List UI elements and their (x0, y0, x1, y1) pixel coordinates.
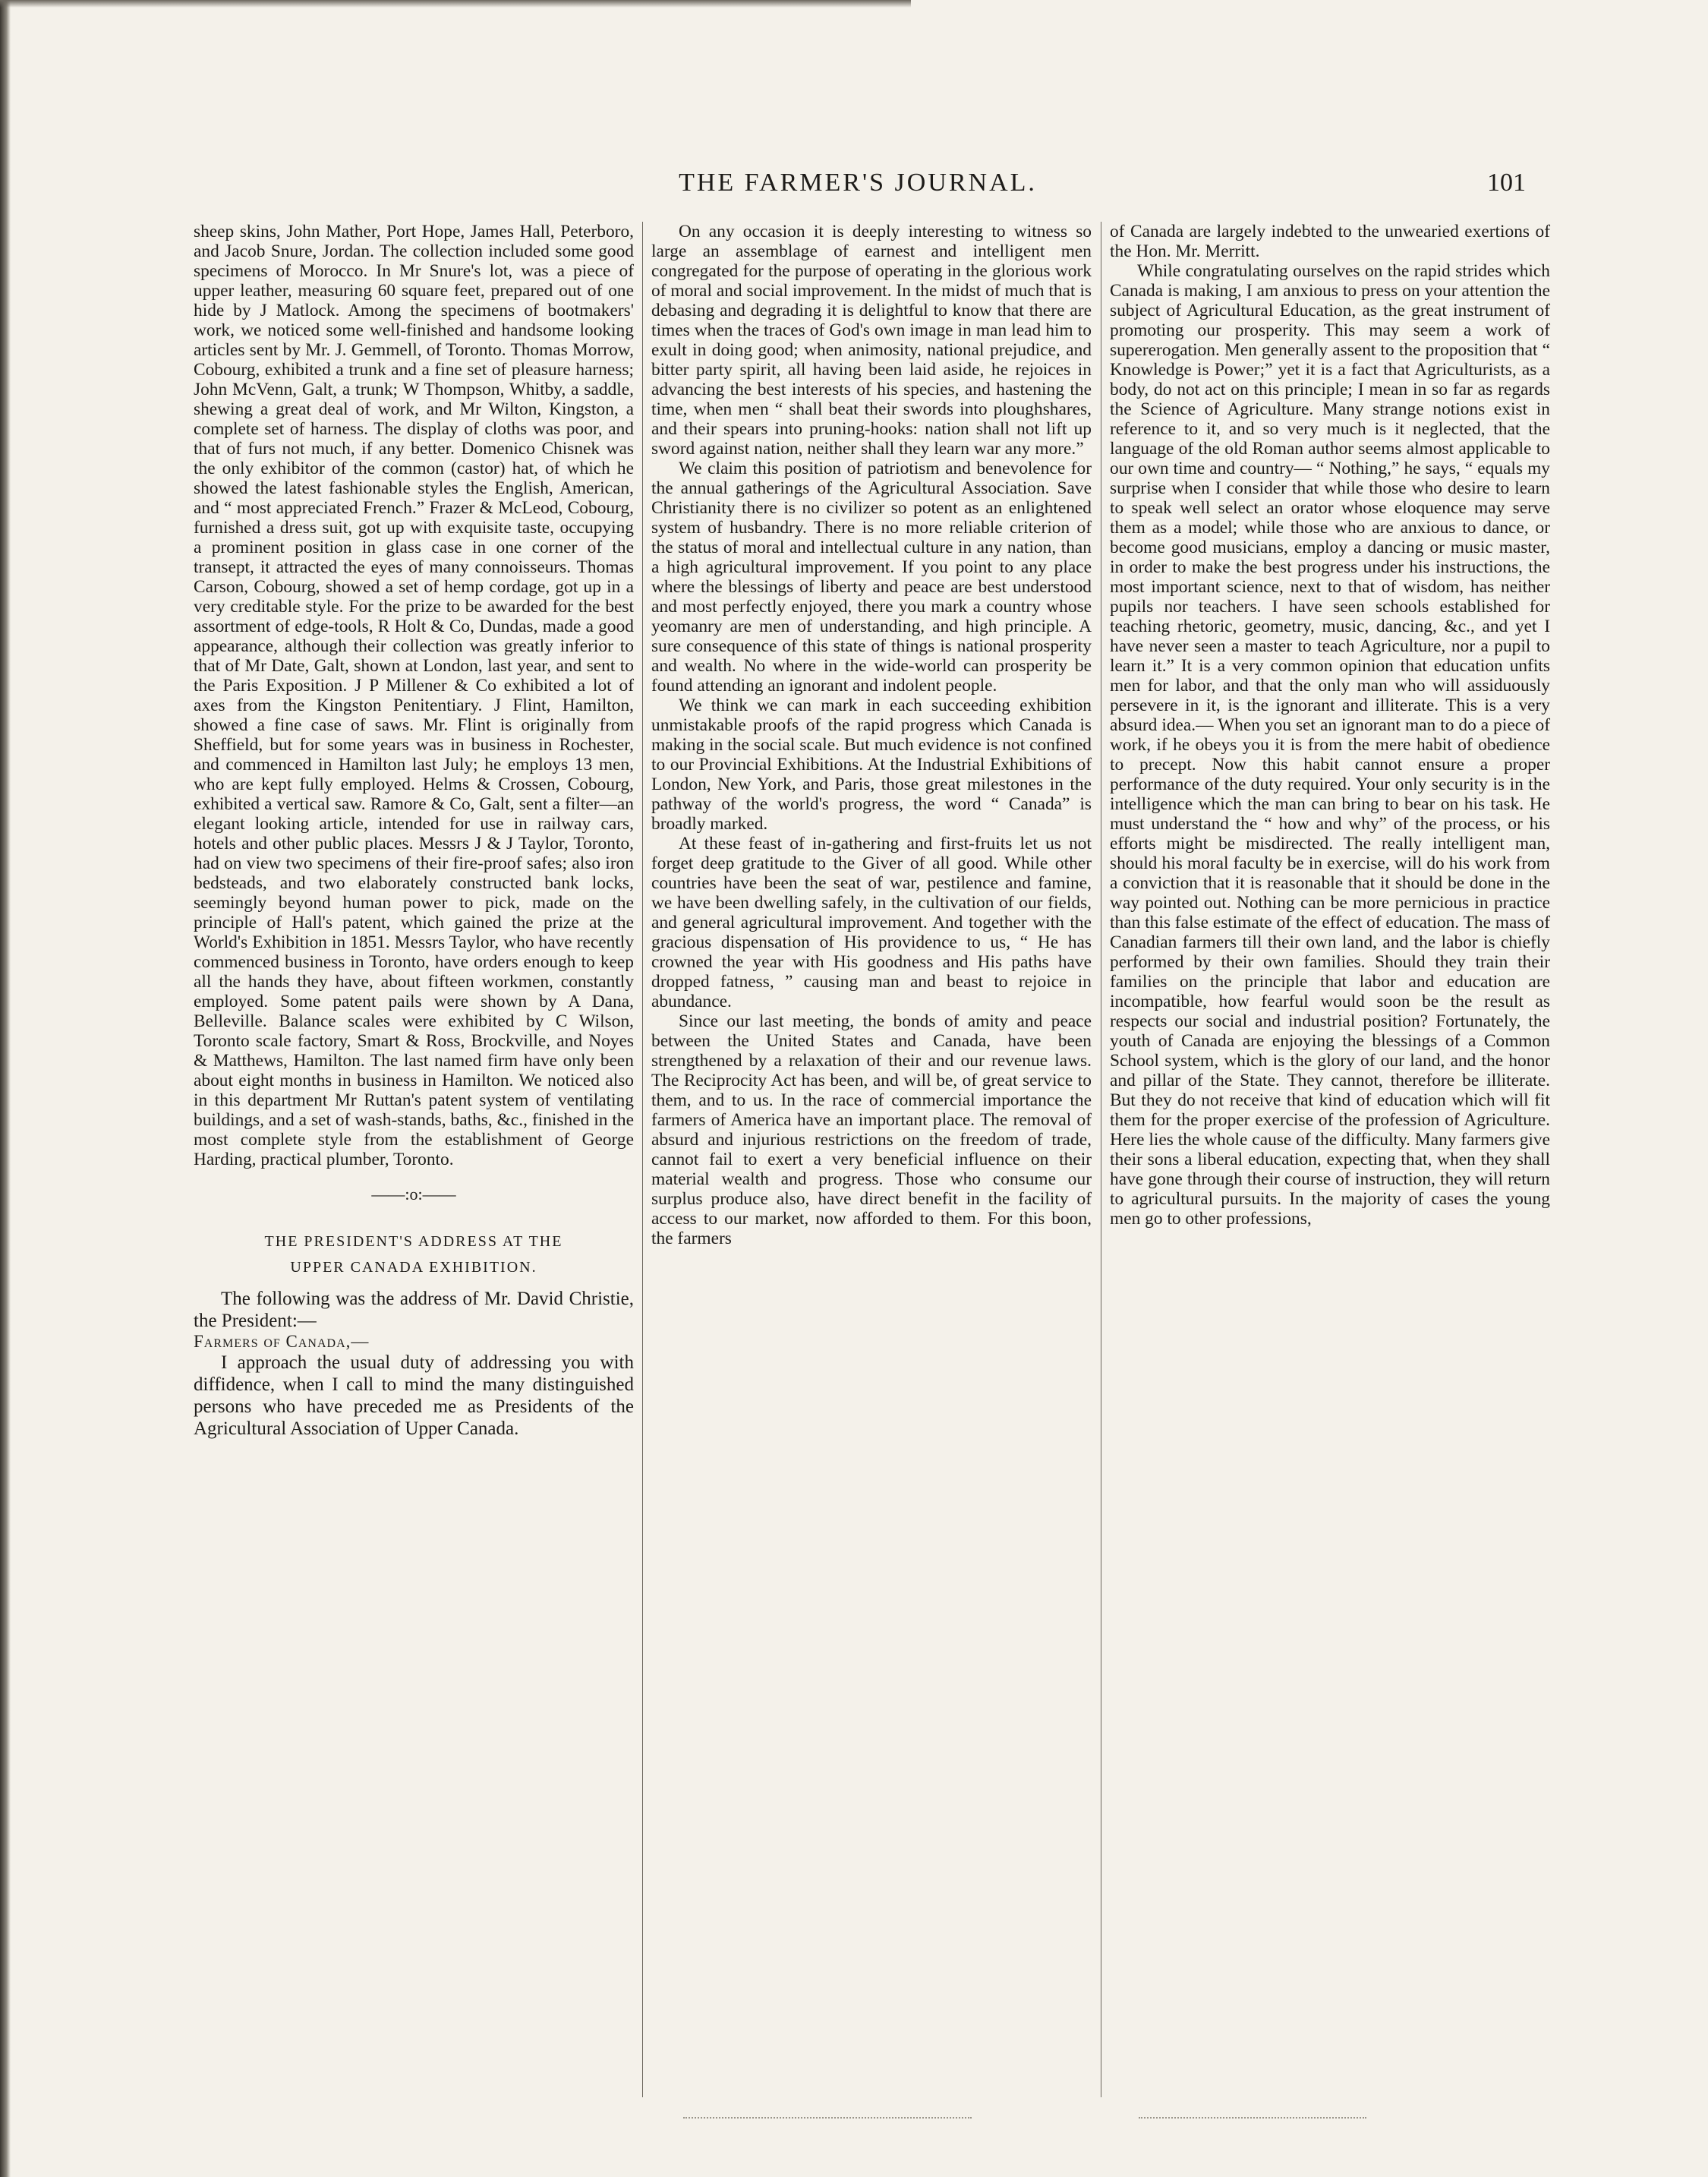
page-number: 101 (1487, 169, 1526, 197)
bottom-bleed-mark (683, 2117, 972, 2123)
column-3 (1110, 222, 1550, 2112)
column-divider-1 (642, 222, 643, 2097)
scan-top-edge (0, 0, 911, 8)
scan-edge-shadow (0, 0, 11, 2177)
article-paragraph: We think we can mark in each succeeding exhibition unmistakable proofs of the rapid progress which Canada is making in the social scale. But much evidence is not confined to our Provincial Exhibitions. At the Industrial Exhibitions of London, New York, and Paris, those great milestones in the pathway of the world's progress, the word “ Canada” is broadly marked. (651, 696, 1092, 834)
article-paragraph: Since our last meeting, the bonds of amity and peace between the United States and Canada, have been strengthened by a relaxation of their and our revenue laws. The Reciprocity Act has been, and will be, of great service to them, and to us. In the race of commercial importance the farmers of America have an important place. The removal of absurd and injurious restrictions on the freedom of trade, cannot fail to exert a very beneficial influence on their material wealth and progress. Those who consume our surplus produce also, have direct benefit in the facility of access to our market, now afforded to them. For this boon, the farmers (651, 1011, 1092, 1248)
article-paragraph: We claim this position of patriotism and benevolence for the annual gatherings of the Agricultural Association. Save Christianity there is no civilizer so potent as an enlightened system of husbandry. There is no more reliable criterion of the status of moral and intellectual culture in any nation, than a high agricultural improvement. If you point to any place where the blessings of liberty and peace are best understood and most perfectly enjoyed, there you mark a country whose yeomanry are men of understanding, and high principle. A sure consequence of this state of things is national prosperity and wealth. No where in the wide-world can prosperity be found attending an ignorant and indolent people. (651, 459, 1092, 696)
journal-title: THE FARMER'S JOURNAL. (679, 169, 1037, 197)
article-paragraph: At these feast of in-gathering and first-fruits let us not forget deep gratitude to the Giver of all good. While other countries have been the seat of war, pestilence and famine, we have been dwelling safely, in the cultivation of our fields, and general agricultural improvement. And together with the gracious dispensation of His providence to us, “ He has crowned the year with His goodness and His paths have dropped fatness, ” causing man and beast to rejoice in abundance. (651, 834, 1092, 1011)
section-heading (194, 1229, 634, 1280)
salutation: Farmers of Canada,— (194, 1332, 370, 1351)
running-head (190, 169, 1526, 211)
article-paragraph: While congratulating ourselves on the rapid strides which Canada is making, I am anxious to press on your attention the subject of Agricultural Education, as the great instrument of promoting our prosperity. This may seem a work of supererogation. Men generally assent to the proposition that “ Knowledge is Power;” yet it is a fact that Agriculturists, as a body, do not act on this principle; I mean in so far as regards the Science of Agriculture. Many strange notions exist in reference to it, and so very much is it neglected, that the language of the old Roman author seems almost applicable to our own time and country— “ Nothing,” he says, “ equals my surprise when I consider that while those who desire to learn to speak well select an orator whose eloquence may serve them as a model; while those who are anxious to dance, or become good musicians, employ a dancing or music master, in order to make the best progress under his instructions, the most important science, next to that of wisdom, has neither pupils nor teachers. I have seen schools established for teaching rhetoric, geometry, music, dancing, &c., and yet I have never seen a master to teach Agriculture, nor a pupil to learn it.” It is a very common opinion that education unfits men for labor, and that the only man who will assiduously persevere in it, is the ignorant and illiterate. This is a very absurd idea.— When you set an ignorant man to do a piece of work, if he obeys you it is from the mere habit of obedience to precept. Now this habit cannot ensure a proper performance of the duty required. Your only security is in the intelligence which the man can bring to bear on his task. He must understand the “ how and why” of the process, or his efforts might be misdirected. The really intelligent man, should his moral faculty be in exercise, will do his work from a conviction that it is reasonable that it should be done in the way pointed out. Nothing can be more pernicious in practice than this false estimate of the effect of education. The mass of Canadian farmers till their own land, and the labor is chiefly performed by their own families. Should they train their families on the principle that labor and education are incompatible, how fearful would soon be the result as respects our social and industrial position? Fortunately, the youth of Canada are enjoying the blessings of a Common School system, which is the glory of our land, and the honor and pillar of the State. They cannot, therefore be illiterate. But they do not receive that kind of education which will fit them for the proper exercise of the profession of Agriculture. Here lies the whole cause of the difficulty. Many farmers give their sons a liberal education, expecting that, when they shall have gone through their course of instruction, they will return to agricultural pursuits. In the majority of cases the young men go to other professions, (1110, 261, 1550, 1229)
section-separator: ——:o:—— (371, 1185, 456, 1204)
article-paragraph: On any occasion it is deeply interesting to witness so large an assemblage of earnest and intelligent men congregated for the purpose of operating in the glorious work of moral and social improvement. In the midst of much that is debasing and degrading it is delightful to know that there are times when the traces of God's own image in man lead him to exult in doing good; when animosity, national prejudice, and bitter party spirit, all having been laid aside, he rejoices in advancing the best interests of his species, and hastening the time, when men “ shall beat their swords into ploughshares, and their spears into pruning-hooks: nation shall not lift up sword against nation, neither shall they learn war any more.” (651, 222, 1092, 459)
column-2 (651, 222, 1092, 2112)
bottom-bleed-mark (1139, 2117, 1366, 2123)
address-opening-paragraph: I approach the usual duty of addressing you with diffidence, when I call to mind the many distinguished persons who have preceded me as Presidents of the Agricultural Association of Upper Canada. (194, 1352, 634, 1439)
article-paragraph: of Canada are largely indebted to the unwearied exertions of the Hon. Mr. Merritt. (1110, 222, 1550, 261)
section-heading-line-1: THE PRESIDENT'S ADDRESS AT THE (264, 1233, 563, 1250)
column-1 (194, 222, 634, 2112)
address-intro: The following was the address of Mr. David Christie, the President:— (194, 1289, 634, 1331)
exhibition-report-paragraph: sheep skins, John Mather, Port Hope, James Hall, Peterboro, and Jacob Snure, Jordan. The collection included some good specimens of Morocco. In Mr Snure's lot, was a piece of upper leather, measuring 60 square feet, prepared out of one hide by J Matlock. Among the specimens of bootmakers' work, we noticed some well-finished and handsome looking articles sent by Mr. J. Gemmell, of Toronto. Thomas Morrow, Cobourg, exhibited a trunk and a fine set of pleasure harness; John McVenn, Galt, a trunk; W Thompson, Whitby, a saddle, shewing a great deal of work, and Mr Wilton, Kingston, a complete set of harness. The display of cloths was poor, and that of furs not much, if any better. Domenico Chisnek was the only exhibitor of the common (castor) hat, of which he showed the latest fashionable styles the English, American, and “ most appreciated French.” Frazer & McLeod, Cobourg, furnished a dress suit, got up with exquisite taste, occupying a prominent position in glass case in one corner of the transept, it attracted the eyes of many connoisseurs. Thomas Carson, Cobourg, showed a set of hemp cordage, got up in a very creditable style. For the prize to be awarded for the best assortment of edge-tools, R Holt & Co, Dundas, made a good appearance, although their collection was greatly inferior to that of Mr Date, Galt, shown at London, last year, and sent to the Paris Exposition. J P Millener & Co exhibited a lot of axes from the Kingston Penitentiary. J Flint, Hamilton, showed a fine case of saws. Mr. Flint is originally from Sheffield, but for some years was in business in Rochester, and commenced in Hamilton last July; he employs 13 men, who are kept fully employed. Helms & Crossen, Cobourg, exhibited a vertical saw. Ramore & Co, Galt, sent a filter—an elegant looking article, intended for use in railway cars, hotels and other public places. Messrs J & J Taylor, Toronto, had on view two specimens of their fire-proof safes; also iron bedsteads, and two elaborately constructed bank locks, seemingly beyond human power to pick, made on the principle of Hall's patent, which gained the prize at the World's Exhibition in 1851. Messrs Taylor, who have recently commenced business in Toronto, have orders enough to keep all the hands they have, about fifteen workmen, constantly employed. Some patent pails were shown by A Dana, Belleville. Balance scales were exhibited by C Wilson, Toronto scale factory, Smart & Ross, Brockville, and Noyes & Matthews, Hamilton. The last named firm have only been about eight months in business in Hamilton. We noticed also in this department Mr Ruttan's patent system of ventilating buildings, and a set of wash-stands, baths, &c., finished in the most complete style from the establishment of George Harding, practical plumber, Toronto. (194, 222, 634, 1169)
section-heading-line-2: UPPER CANADA EXHIBITION. (290, 1259, 537, 1276)
